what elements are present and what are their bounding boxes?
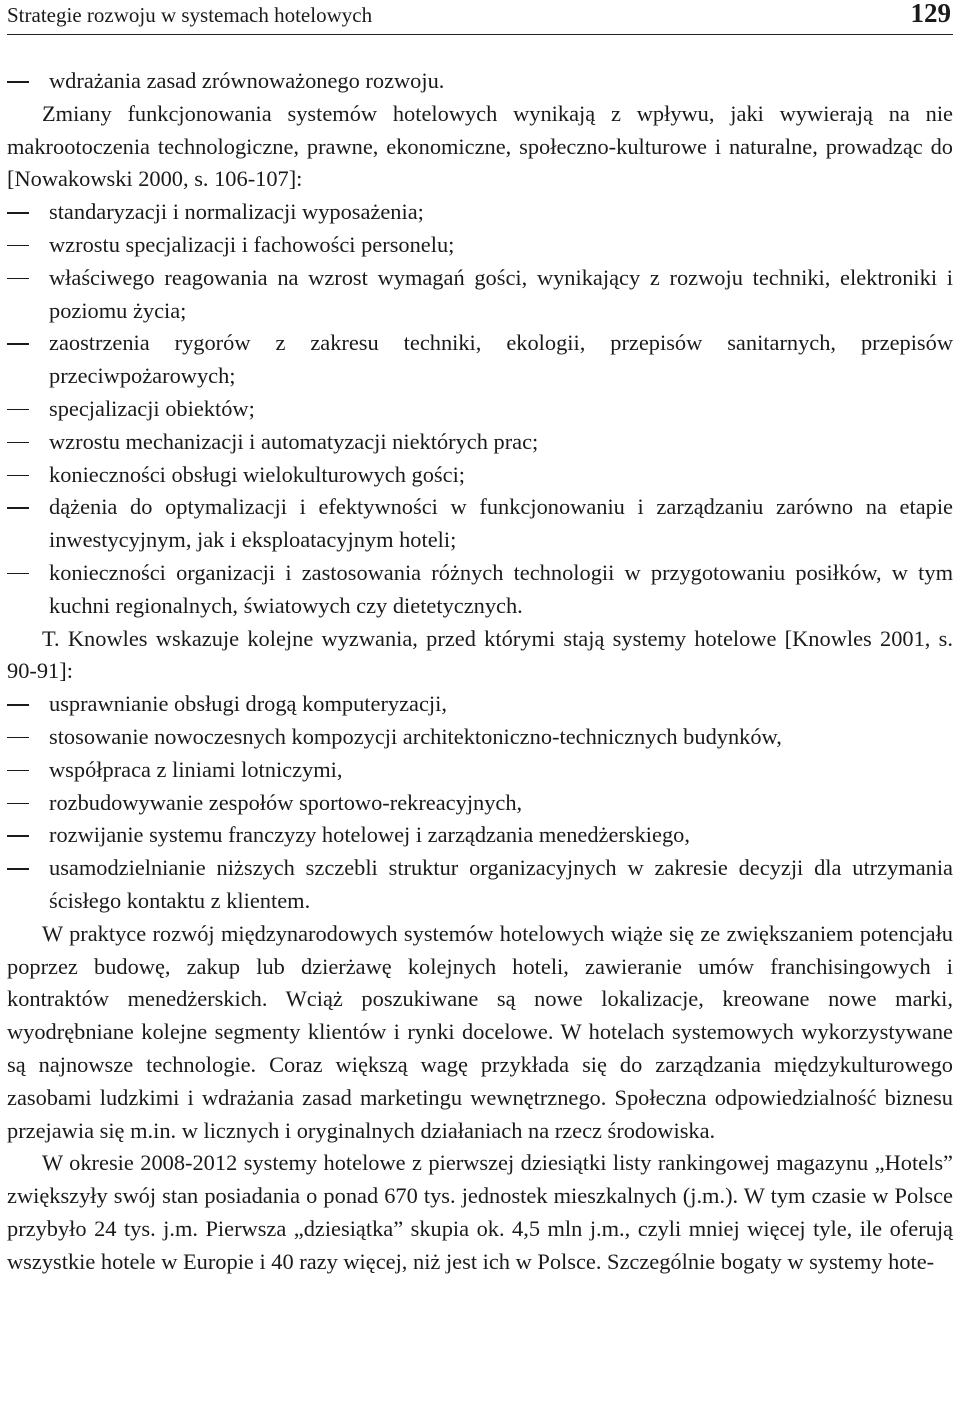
paragraph-2: T. Knowles wskazuje kolejne wyzwania, przed którymi stają systemy hotelowe [Knowles 2001, s. 90-91]: bbox=[7, 625, 953, 684]
header-title: Strategie rozwoju w systemach hotelowych bbox=[7, 3, 373, 27]
list-item: współpraca z liniami lotniczymi, bbox=[7, 754, 953, 787]
list-item: wdrażania zasad zrównoważonego rozwoju. bbox=[7, 65, 953, 98]
paragraph-4: W okresie 2008-2012 systemy hotelowe z pierwszej dziesiątki listy rankingowej magazynu „Hotels” zwiększyły swój stan posiadania o ponad 670 tys. jednostek mieszkalnych (j.m.). W tym czasie w Polsce przybyło 24 tys. j.m. Pierwsza „dziesiątka” skupia ok. 4,5 mln j.m., czyli mniej więcej tyle, ile oferują wszystkie hotele w Europie i 40 razy więcej, niż jest ich w Polsce. Szczególnie bogaty w systemy hote- bbox=[7, 1150, 953, 1274]
list-1 bbox=[7, 196, 953, 622]
list-item: specjalizacji obiektów; bbox=[7, 393, 953, 426]
list-item: konieczności obsługi wielokulturowych gości; bbox=[7, 459, 953, 492]
paragraph-1: Zmiany funkcjonowania systemów hotelowych wynikają z wpływu, jaki wywierają na nie makrootoczenia technologiczne, prawne, ekonomiczne, społeczno-kulturowe i naturalne, prowadząc do [Nowakowski 2000, s. 106-107]: bbox=[7, 100, 953, 192]
list-item: zaostrzenia rygorów z zakresu techniki, ekologii, przepisów sanitarnych, przepisów przeciwpożarowych; bbox=[7, 327, 953, 393]
paragraph-3: W praktyce rozwój międzynarodowych systemów hotelowych wiąże się ze zwiększaniem potencjału poprzez budowę, zakup lub dzierżawę kolejnych hoteli, zawieranie umów franchisingowych i kontraktów menedżerskich. Wciąż poszukiwane są nowe lokalizacje, kreowane nowe marki, wyodrębniane kolejne segmenty klientów i rynki docelowe. W hotelach systemowych wykorzystywane są najnowsze technologie. Coraz większą wagę przykłada się do zarządzania międzykulturowego zasobami ludzkimi i wdrażania zasad marketingu wewnętrznego. Społeczna odpowiedzialność biznesu przejawia się m.in. w licznych i oryginalnych działaniach na rzecz środowiska. bbox=[7, 920, 953, 1143]
page-number: 129 bbox=[910, 0, 951, 28]
list-item: wzrostu mechanizacji i automatyzacji niektórych prac; bbox=[7, 426, 953, 459]
list-item: wzrostu specjalizacji i fachowości personelu; bbox=[7, 229, 953, 262]
list-item: konieczności organizacji i zastosowania różnych technologii w przygotowaniu posiłków, w tym kuchni regionalnych, światowych czy dietetycznych. bbox=[7, 557, 953, 623]
list-item: usprawnianie obsługi drogą komputeryzacji, bbox=[7, 688, 953, 721]
list-item: właściwego reagowania na wzrost wymagań gości, wynikający z rozwoju techniki, elektroniki i poziomu życia; bbox=[7, 262, 953, 328]
document-page bbox=[7, 0, 953, 1278]
running-header bbox=[7, 0, 953, 35]
list-2 bbox=[7, 688, 953, 918]
list-item: stosowanie nowoczesnych kompozycji architektoniczno-technicznych budynków, bbox=[7, 721, 953, 754]
intro-list bbox=[7, 65, 953, 98]
document-body bbox=[7, 65, 953, 1278]
list-item: rozbudowywanie zespołów sportowo-rekreacyjnych, bbox=[7, 787, 953, 820]
list-item: standaryzacji i normalizacji wyposażenia; bbox=[7, 196, 953, 229]
list-item: rozwijanie systemu franczyzy hotelowej i zarządzania menedżerskiego, bbox=[7, 819, 953, 852]
list-item: dążenia do optymalizacji i efektywności w funkcjonowaniu i zarządzaniu zarówno na etapie inwestycyjnym, jak i eksploatacyjnym hoteli; bbox=[7, 491, 953, 557]
list-item: usamodzielnianie niższych szczebli struktur organizacyjnych w zakresie decyzji dla utrzymania ścisłego kontaktu z klientem. bbox=[7, 852, 953, 918]
